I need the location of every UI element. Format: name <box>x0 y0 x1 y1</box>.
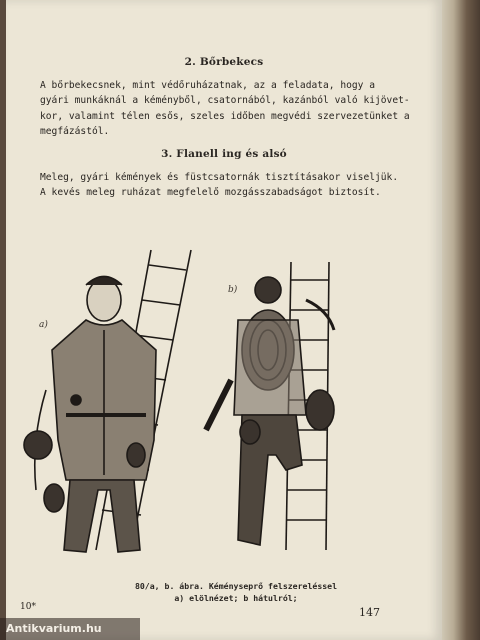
book-page-edge <box>442 0 480 640</box>
text-line: gyári munkáknál a kéményből, csatornából, kazánból való kijövet- <box>40 95 410 107</box>
caption-line: 80/a, b. ábra. Kéményseprő felszereléssel <box>134 581 338 591</box>
section-heading-borbekecs: 2. Bőrbekecs <box>184 56 264 68</box>
figure-caption <box>86 580 386 604</box>
text-line: Meleg, gyári kémények és füstcsatornák tisztításakor viseljük. <box>40 172 399 183</box>
sweep-back-figure <box>206 262 334 550</box>
chimney-sweep-illustration <box>6 240 442 580</box>
page-number: 147 <box>359 606 380 619</box>
figure-label-a: a) <box>39 320 48 330</box>
book-page <box>6 0 442 640</box>
paragraph-borbekecs <box>40 78 430 140</box>
caption-line: a) elölnézet; b hátulról; <box>174 593 298 603</box>
sweep-front-figure <box>24 250 191 552</box>
text-line: kor, valamint télen esős, szeles időben megvédi szervezetünket a <box>40 110 410 122</box>
section-heading-flanell: 3. Flanell ing és alsó <box>161 148 287 160</box>
watermark: Antikvarium.hu <box>0 618 140 640</box>
text-line: megfázástól. <box>40 126 110 138</box>
signature-mark: 10* <box>20 602 36 612</box>
figure-label-b: b) <box>228 285 238 295</box>
paragraph-flanell <box>40 170 430 201</box>
text-line: A kevés meleg ruházat megfelelő mozgásszabadságot biztosít. <box>40 187 381 199</box>
text-line: A bőrbekecsnek, mint védőruházatnak, az a feladata, hogy a <box>40 80 376 91</box>
